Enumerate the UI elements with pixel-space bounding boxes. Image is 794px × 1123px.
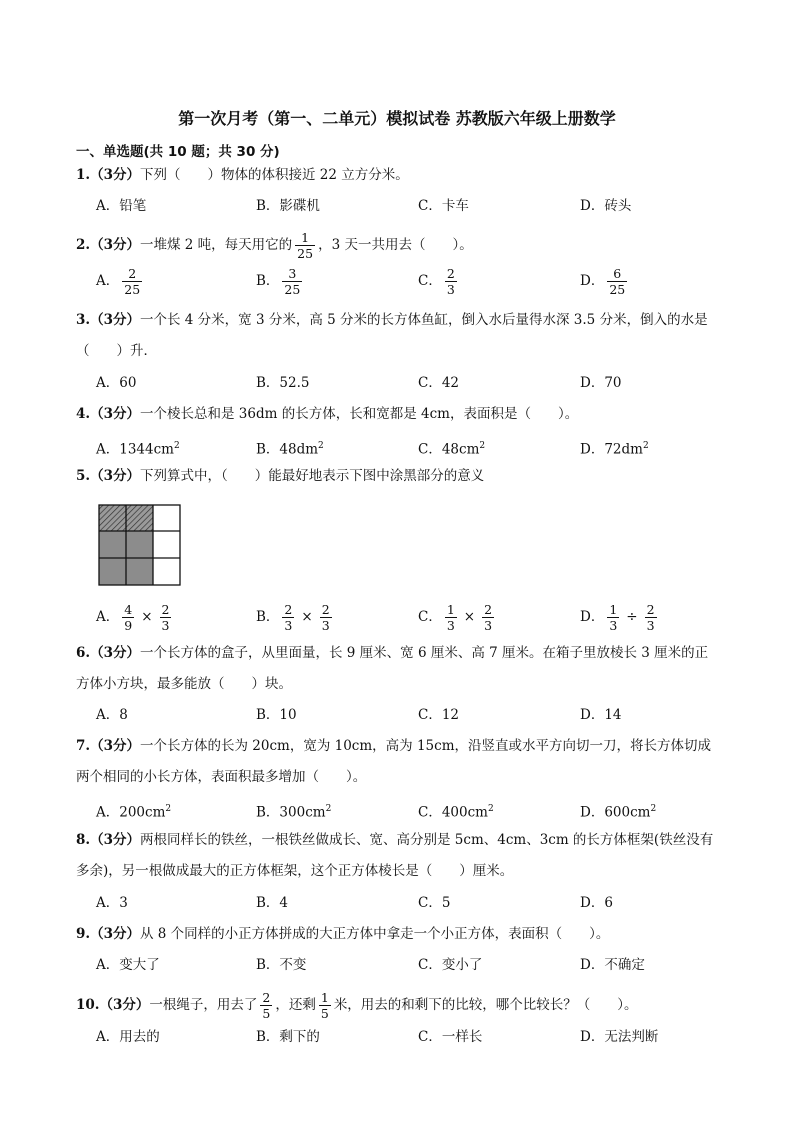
question-score: （3分） [90, 738, 140, 754]
question-10 [76, 990, 638, 1021]
question-text: 一个长方体的盒子，从里面量，长 9 厘米、宽 6 厘米、高 7 厘米。在箱子里放棱长 3 厘米的正 [140, 645, 709, 661]
fraction: $\frac{1}{25}$ [297, 230, 314, 261]
shaded-cell [99, 531, 126, 558]
empty-cell [153, 558, 180, 585]
option-c[interactable]: C． $\frac{1}{3}$ × $\frac{2}{3}$ [418, 602, 493, 633]
question-number: 6. [76, 645, 91, 661]
question-text: ，3 天一共用去（ ）。 [318, 237, 473, 253]
question-score: （3分） [90, 167, 140, 183]
option-b[interactable]: B．52.5 [256, 375, 310, 391]
question-text: 一个长 4 分米，宽 3 分米，高 5 分米的长方体鱼缸，倒入水后量得水深 3.5 分米，倒入的水是 [140, 312, 708, 328]
option-b[interactable]: B． $\frac{3}{25}$ [256, 266, 301, 297]
question-score: （3分） [90, 312, 140, 328]
option-b[interactable]: B． $\frac{2}{3}$ × $\frac{2}{3}$ [256, 602, 330, 633]
option-c[interactable]: C．42 [418, 375, 460, 391]
option-a[interactable]: A．$1344cm^2$ [96, 441, 180, 458]
question-6 [76, 643, 708, 663]
shaded-cell [99, 558, 126, 585]
question-score: （3分） [90, 832, 140, 848]
question-score: （3分） [90, 406, 140, 422]
question-1 [76, 165, 409, 185]
question-8 [76, 830, 713, 850]
option-d[interactable]: D． $\frac{6}{25}$ [580, 266, 626, 297]
question-2 [76, 230, 473, 261]
question-text: 米，用去的和剩下的比较，哪个比较长？（ ）。 [333, 997, 638, 1013]
shaded-cell [126, 531, 153, 558]
question-text: 一根绳子，用去了 [149, 997, 258, 1013]
hatched-cell [99, 505, 126, 531]
question-4 [76, 404, 578, 424]
option-d[interactable]: D．70 [580, 375, 622, 391]
question-text: ，还剩 [275, 997, 316, 1013]
question-text: 从 8 个同样的小正方体拼成的大正方体中拿走一个小正方体，表面积（ ）。 [140, 926, 610, 942]
question-text: 下列算式中，（ ）能最好地表示下图中涂黑部分的意义 [140, 468, 485, 484]
option-a[interactable]: A．$200cm^2$ [96, 804, 172, 821]
option-a[interactable]: A． $\frac{4}{9}$ × $\frac{2}{3}$ [96, 602, 170, 633]
option-a[interactable]: A．8 [96, 707, 128, 723]
option-c[interactable]: C．变小了 [418, 957, 483, 973]
question-3 [76, 310, 708, 330]
fraction: $\frac{2}{5}$ [262, 990, 271, 1021]
option-d[interactable]: D．不确定 [580, 957, 645, 973]
question-text: 下列（ ）物体的体积接近 22 立方分米。 [140, 167, 409, 183]
option-b[interactable]: B．$300cm^2$ [256, 804, 332, 821]
question-text-cont: 多余)，另一根做成最大的正方体框架，这个正方体棱长是（ ）厘米。 [76, 863, 514, 879]
empty-cell [153, 505, 180, 531]
question-score: （3分） [90, 237, 140, 253]
question-number: 8. [76, 832, 91, 848]
question-text: 一个棱长总和是 36dm 的长方体，长和宽都是 4cm，表面积是（ ）。 [140, 406, 579, 422]
option-c[interactable]: C．$400cm^2$ [418, 804, 494, 821]
option-a[interactable]: A．铅笔 [96, 198, 147, 214]
question-score: （3分） [90, 468, 140, 484]
question-text: 两根同样长的铁丝，一根铁丝做成长、宽、高分别是 5cm、4cm、3cm 的长方体框架(铁丝没有 [140, 832, 714, 848]
shaded-cell [126, 558, 153, 585]
option-c[interactable]: C．12 [418, 707, 460, 723]
question-number: 1. [76, 167, 91, 183]
question-score: （3分） [90, 645, 140, 661]
option-a[interactable]: A．变大了 [96, 957, 160, 973]
question-score: （3分） [99, 997, 150, 1013]
option-c[interactable]: C．一样长 [418, 1029, 483, 1045]
option-d[interactable]: D．砖头 [580, 198, 632, 214]
question-number: 3. [76, 312, 91, 328]
shaded-grid-figure [98, 504, 182, 586]
option-b[interactable]: B．4 [256, 895, 289, 911]
option-c[interactable]: C．卡车 [418, 198, 469, 214]
option-b[interactable]: B．不变 [256, 957, 307, 973]
question-number: 4. [76, 406, 91, 422]
option-d[interactable]: D．$600cm^2$ [580, 804, 657, 821]
question-text: 一堆煤 2 吨，每天用它的 [140, 237, 293, 253]
question-score: （3分） [90, 926, 140, 942]
option-b[interactable]: B．影碟机 [256, 198, 320, 214]
question-number: 9. [76, 926, 91, 942]
question-text: 一个长方体的长为 20cm，宽为 10cm，高为 15cm，沿竖直或水平方向切一刀，将长方体切成 [140, 738, 711, 754]
option-a[interactable]: A．60 [96, 375, 137, 391]
option-a[interactable]: A．用去的 [96, 1029, 160, 1045]
section-heading: 一、单选题(共 10 题；共 30 分) [76, 144, 280, 160]
fraction: $\frac{1}{5}$ [320, 990, 329, 1021]
option-d[interactable]: D．无法判断 [580, 1029, 659, 1045]
question-text-cont: 方体小方块，最多能放（ ）块。 [76, 676, 292, 692]
option-b[interactable]: B．剩下的 [256, 1029, 320, 1045]
option-b[interactable]: B．10 [256, 707, 297, 723]
option-a[interactable]: A． $\frac{2}{25}$ [96, 266, 141, 297]
option-d[interactable]: D．14 [580, 707, 622, 723]
option-c[interactable]: C．5 [418, 895, 451, 911]
question-5 [76, 466, 484, 486]
option-c[interactable]: C．$48cm^2$ [418, 441, 486, 458]
question-text-cont: （ ）升． [76, 343, 157, 359]
question-9 [76, 924, 609, 944]
question-number: 5. [76, 468, 91, 484]
option-a[interactable]: A．3 [96, 895, 128, 911]
option-c[interactable]: C． $\frac{2}{3}$ [418, 266, 455, 297]
option-b[interactable]: B．$48dm^2$ [256, 441, 324, 458]
option-d[interactable]: D．6 [580, 895, 613, 911]
page-title: 第一次月考（第一、二单元）模拟试卷 苏教版六年级上册数学 [178, 109, 616, 128]
empty-cell [153, 531, 180, 558]
option-d[interactable]: D．$72dm^2$ [580, 441, 649, 458]
question-number: 2. [76, 237, 91, 253]
question-number: 7. [76, 738, 91, 754]
question-number: 10. [76, 997, 100, 1013]
question-text-cont: 两个相同的小长方体，表面积最多增加（ ）。 [76, 769, 367, 785]
option-d[interactable]: D． $\frac{1}{3}$ ÷ $\frac{2}{3}$ [580, 602, 655, 633]
question-7 [76, 736, 711, 756]
hatched-cell [126, 505, 153, 531]
